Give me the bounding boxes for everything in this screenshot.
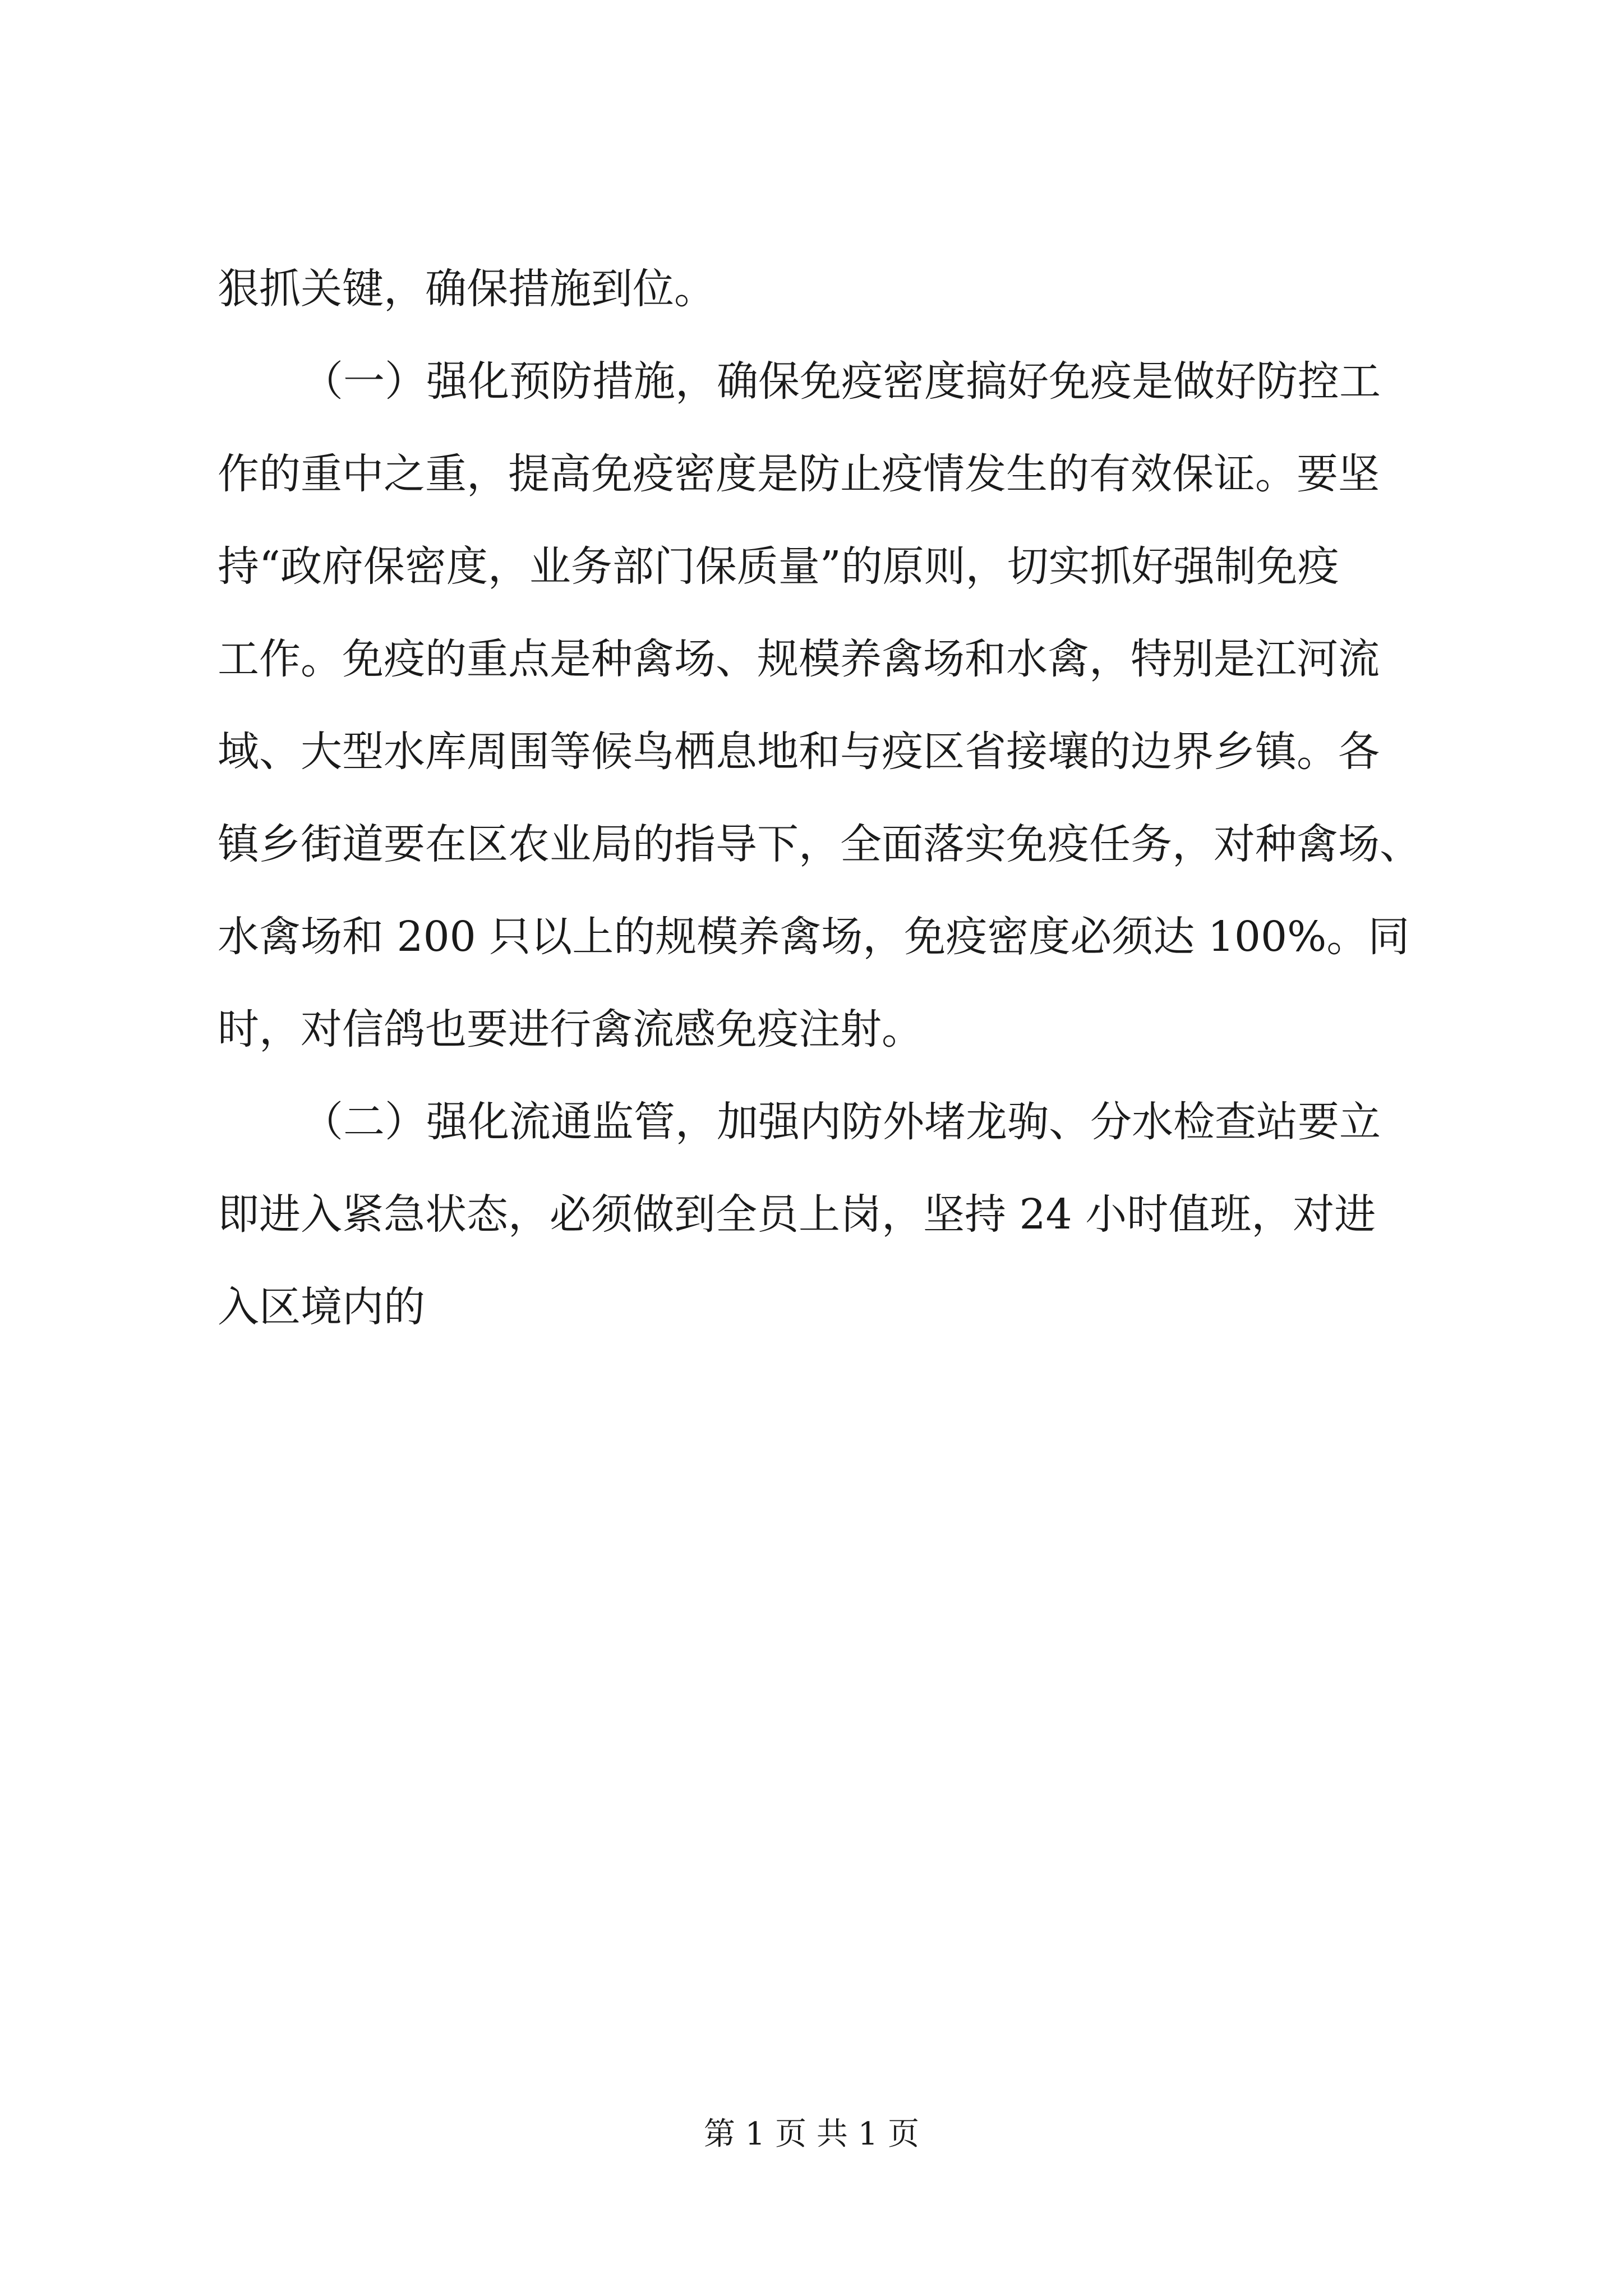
paragraph-1-line-4: 工作。免疫的重点是种禽场、规模养禽场和水禽，特别是江河流 [218, 635, 1380, 683]
paragraph-1-line-3: 持“政府保密度，业务部门保质量”的原则，切实抓好强制免疫 [218, 542, 1339, 591]
paragraph-1-line-8: 时，对信鸽也要进行禽流感免疫注射。 [218, 1005, 923, 1053]
paragraph-1-line-6: 镇乡街道要在区农业局的指导下，全面落实免疫任务，对种禽场、 [218, 820, 1421, 868]
paragraph-2-line-2: 即进入紧急状态，必须做到全员上岗，坚持 24 小时值班，对进 [218, 1190, 1376, 1239]
paragraph-2-line-3: 入区境内的 [218, 1283, 425, 1331]
paragraph-1-line-5: 域、大型水库周围等候鸟栖息地和与疫区省接壤的边界乡镇。各 [218, 728, 1380, 776]
text-line-1: 狠抓关键，确保措施到位。 [218, 265, 716, 313]
paragraph-1-line-1: （一）强化预防措施，确保免疫密度搞好免疫是做好防控工 [302, 357, 1381, 406]
paragraph-1-line-7: 水禽场和 200 只以上的规模养禽场，免疫密度必须达 100%。同 [218, 913, 1410, 961]
page-number-footer: 第 1 页 共 1 页 [703, 2116, 920, 2152]
paragraph-2-line-1: （二）强化流通监管，加强内防外堵龙驹、分水检查站要立 [302, 1098, 1381, 1146]
paragraph-1-line-2: 作的重中之重，提高免疫密度是防止疫情发生的有效保证。要坚 [218, 450, 1380, 498]
